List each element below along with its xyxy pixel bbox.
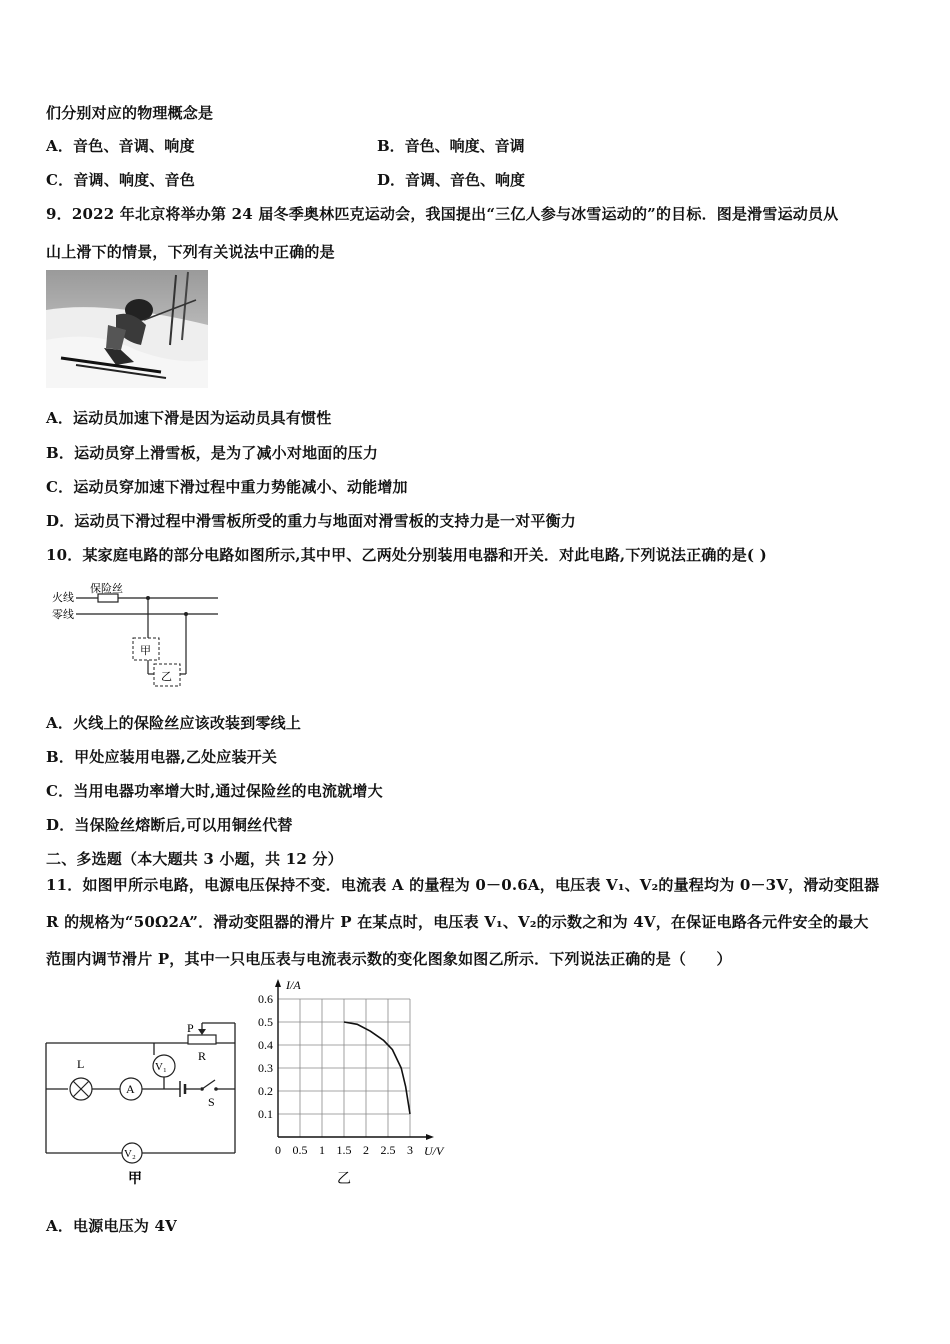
y-tick-label: 0.3	[258, 1061, 273, 1075]
circuit-jia	[40, 1015, 240, 1190]
q9-stem-line1: 9．2022 年北京将举办第 24 届冬季奥林匹克运动会，我国提出“三亿人参与冰雪运动的”的目标．图是滑雪运动员从	[46, 205, 839, 223]
caption-yi: 乙	[337, 1172, 351, 1187]
box-jia-label: 甲	[140, 645, 151, 657]
label-a: A	[126, 1082, 135, 1096]
box-yi-label: 乙	[161, 671, 172, 683]
x-axis-label: U/V	[424, 1144, 444, 1158]
label-p: P	[187, 1021, 194, 1035]
caption-jia: 甲	[128, 1172, 142, 1187]
q10-option-a: A．火线上的保险丝应该改装到零线上	[46, 714, 302, 732]
label-v1: V₁	[155, 1061, 167, 1073]
label-s: S	[208, 1095, 215, 1109]
q9-option-b: B．运动员穿上滑雪板，是为了减小对地面的压力	[46, 444, 379, 462]
fuse-symbol	[98, 594, 118, 602]
x-tick-label: 0	[275, 1143, 281, 1157]
q9-option-a: A．运动员加速下滑是因为运动员具有惯性	[46, 409, 332, 427]
switch-s	[202, 1080, 215, 1089]
q8-option-a: A．音色、音调、响度	[46, 137, 195, 155]
label-l: L	[77, 1057, 85, 1071]
q11-stem-line2: R 的规格为“50Ω2A”．滑动变阻器的滑片 P 在某点时，电压表 V₁、V₂的示数之和为 4V，在保证电路各元件安全的最大	[46, 913, 869, 931]
q11-stem-line3: 范围内调节滑片 P，其中一只电压表与电流表示数的变化图象如图乙所示．下列说法正确的是（ ）	[46, 950, 732, 968]
y-tick-label: 0.2	[258, 1084, 273, 1098]
q10-option-c: C．当用电器功率增大时,通过保险丝的电流就增大	[46, 782, 383, 800]
label-v2: V₂	[124, 1148, 136, 1160]
q8-option-c: C．音调、响度、音色	[46, 171, 195, 189]
y-tick-label: 0.6	[258, 992, 273, 1006]
live-wire-label: 火线	[52, 592, 74, 604]
household-circuit-diagram	[46, 578, 226, 694]
q8-option-b: B．音色、响度、音调	[377, 137, 525, 155]
y-axis-label: I/A	[286, 978, 301, 992]
x-tick-label: 0.5	[292, 1143, 308, 1157]
y-tick-label: 0.5	[258, 1015, 273, 1029]
q10-option-b: B．甲处应装用电器,乙处应装开关	[46, 748, 278, 766]
fuse-label: 保险丝	[90, 583, 123, 595]
x-tick-label: 1.5	[336, 1143, 352, 1157]
x-tick-label: 2.5	[380, 1143, 396, 1157]
x-axis-arrow	[426, 1134, 434, 1140]
section-2-heading: 二、多选题（本大题共 3 小题，共 12 分）	[46, 850, 343, 868]
q10-option-d: D．当保险丝熔断后,可以用铜丝代替	[46, 816, 293, 834]
q8-option-d: D．音调、音色、响度	[377, 171, 526, 189]
skier-photo	[46, 270, 208, 388]
q10-stem: 10．某家庭电路的部分电路如图所示,其中甲、乙两处分别装用电器和开关．对此电路,下列说法正确的是( )	[46, 546, 767, 564]
q11-option-a: A．电源电压为 4V	[46, 1217, 177, 1235]
x-tick-label: 2	[363, 1143, 369, 1157]
q9-option-d: D．运动员下滑过程中滑雪板所受的重力与地面对滑雪板的支持力是一对平衡力	[46, 512, 577, 530]
y-axis-arrow	[275, 979, 281, 987]
slider-arrow	[198, 1029, 206, 1035]
graph-yi	[250, 975, 460, 1195]
y-tick-label: 0.4	[258, 1038, 273, 1052]
q8-stem-tail: 们分别对应的物理概念是	[46, 104, 214, 122]
q11-stem-line1: 11．如图甲所示电路，电源电压保持不变．电流表 A 的量程为 0－0.6A，电压表 V₁、V₂的量程均为 0－3V，滑动变阻器	[46, 876, 880, 894]
q9-stem-line2: 山上滑下的情景，下列有关说法中正确的是	[46, 243, 335, 261]
q9-option-c: C．运动员穿加速下滑过程中重力势能减小、动能增加	[46, 478, 408, 496]
rheostat-r	[188, 1035, 216, 1044]
neutral-wire-label: 零线	[52, 609, 74, 621]
x-tick-label: 1	[319, 1143, 325, 1157]
x-tick-label: 3	[407, 1143, 413, 1157]
label-r: R	[198, 1049, 207, 1063]
y-tick-label: 0.1	[258, 1107, 273, 1121]
